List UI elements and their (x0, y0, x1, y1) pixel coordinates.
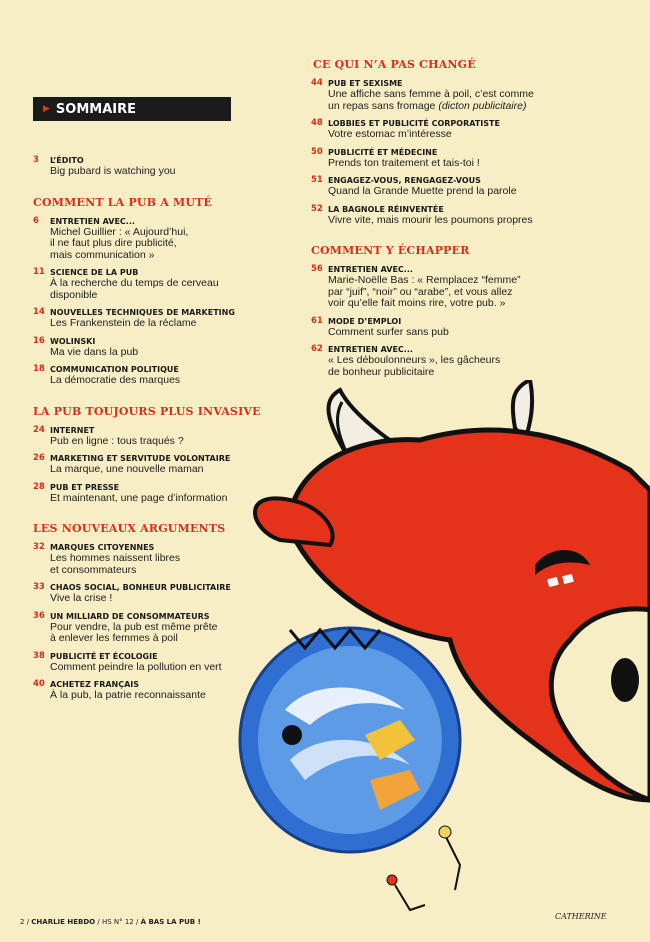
footer-page-number: 2 (20, 918, 25, 926)
entry-title: NOUVELLES TECHNIQUES DE MARKETING (50, 308, 235, 317)
sommaire-header (33, 97, 231, 121)
entry-subtitle: Pub en ligne : tous traqués ? (50, 434, 184, 447)
toc-entry[interactable] (33, 267, 268, 301)
page-number: 51 (311, 175, 323, 185)
page-number: 18 (33, 364, 45, 374)
page-footer: 2 / CHARLIE HEBDO / HS N° 12 / À BAS LA PUB ! (20, 918, 201, 926)
page-number: 36 (33, 610, 45, 621)
section-title: LES NOUVEAUX ARGUMENTS (33, 522, 226, 535)
footer-publication: CHARLIE HEBDO (31, 918, 96, 926)
page-number: 26 (33, 453, 45, 463)
toc-entry[interactable] (311, 316, 561, 339)
toc-section (311, 244, 561, 378)
entry-subtitle: Comment surfer sans pub (328, 325, 449, 338)
triangle-icon: ▶ (43, 104, 50, 114)
entry-title: LOBBIES ET PUBLICITÉ CORPORATISTE (328, 119, 500, 128)
entry-subtitle: Vivre vite, mais mourir les poumons propres (328, 213, 533, 226)
section-title: COMMENT Y ÉCHAPPER (311, 244, 470, 257)
toc-entry[interactable] (311, 264, 561, 310)
entry-subtitle: Marie-Noëlle Bas : « Remplacez “femme” par “juif”, “noir” ou “arabe”, et vous allez voir qu’elle fait moins rire, votre pub. » (328, 274, 521, 309)
entry-title: CHAOS SOCIAL, BONHEUR PUBLICITAIRE (50, 583, 231, 592)
toc-entry[interactable] (311, 204, 561, 227)
entry-title: ENTRETIEN AVEC... (50, 216, 135, 226)
entry-subtitle: La démocratie des marques (50, 374, 181, 386)
toc-entry[interactable] (311, 118, 561, 141)
cow-illustration (230, 380, 650, 920)
toc-entry[interactable] (33, 216, 268, 262)
page-number: 24 (33, 424, 45, 435)
page-number: 14 (33, 307, 45, 317)
page-number: 11 (33, 267, 45, 277)
entry-title: ACHETEZ FRANÇAIS (50, 680, 140, 689)
entry-subtitle: Big pubard is watching you (50, 165, 176, 177)
toc-section (33, 196, 268, 387)
entry-title: MARQUES CITOYENNES (50, 543, 155, 552)
entry-title: UN MILLIARD DE CONSOMMATEURS (50, 611, 210, 621)
page-number: 33 (33, 582, 45, 592)
entry-subtitle: Comment peindre la pollution en vert (50, 660, 222, 673)
entry-title: PUBLICITÉ ET ÉCOLOGIE (50, 651, 158, 661)
right-column (311, 58, 561, 384)
entry-subtitle: Pour vendre, la pub est même prête à enlever les femmes à poil (50, 620, 218, 644)
page-number: 56 (311, 264, 323, 274)
toc-entry[interactable] (33, 307, 268, 330)
page-number: 44 (311, 78, 323, 88)
entry-title: L’ÉDITO (50, 156, 84, 165)
page-number: 32 (33, 542, 45, 552)
toc-entry[interactable] (311, 78, 561, 112)
entry-title: SCIENCE DE LA PUB (50, 268, 139, 277)
entry-subtitle: Michel Guillier : « Aujourd’hui, il ne faut plus dire publicité, mais communication » (50, 225, 189, 261)
entry-subtitle: Quand la Grande Muette prend la parole (328, 185, 517, 197)
entry-title: ENTRETIEN AVEC... (328, 265, 413, 274)
entry-subtitle: Une affiche sans femme à poil, c’est comme un repas sans fromage (dicton publicitaire) (328, 88, 534, 112)
page-number: 48 (311, 118, 323, 128)
page-number: 50 (311, 146, 323, 157)
entry-title: PUBLICITÉ ET MÉDECINE (328, 147, 438, 157)
entry-subtitle: Les Frankenstein de la réclame (50, 317, 197, 329)
entry-subtitle-italic: (dicton publicitaire) (438, 99, 527, 112)
entry-title: ENGAGEZ-VOUS, RENGAGEZ-VOUS (328, 176, 481, 185)
page-number: 16 (33, 335, 45, 346)
entry-title: WOLINSKI (50, 336, 96, 346)
toc-entry[interactable] (311, 344, 561, 378)
toc-entry[interactable] (33, 336, 268, 359)
entry-title: COMMUNICATION POLITIQUE (50, 365, 179, 374)
page-number: 38 (33, 650, 45, 661)
entry-subtitle: Vive la crise ! (50, 592, 113, 604)
section-title: LA PUB TOUJOURS PLUS INVASIVE (33, 404, 261, 418)
toc-section (311, 58, 561, 226)
footer-issue: HS N° 12 (101, 918, 134, 926)
entry-title: MODE D’EMPLOI (328, 316, 402, 326)
entry-subtitle: La marque, une nouvelle maman (50, 463, 204, 475)
entry-title: PUB ET PRESSE (50, 482, 120, 492)
entry-subtitle: À la pub, la patrie reconnaissante (50, 689, 206, 701)
entry-subtitle: Et maintenant, une page d’information (50, 491, 228, 504)
section-title: CE QUI N’A PAS CHANGÉ (313, 58, 476, 71)
page-number: 28 (33, 481, 45, 492)
entry-subtitle: À la recherche du temps de cerveau disponible (50, 277, 219, 301)
entry-title: LA BAGNOLE RÉINVENTÉE (328, 204, 444, 214)
entry-subtitle: Votre estomac m’intéresse (328, 128, 452, 140)
page-number: 3 (33, 155, 39, 165)
page-number: 6 (33, 215, 39, 226)
toc-entry-edito[interactable] (33, 155, 268, 178)
page-number: 61 (311, 315, 323, 326)
section-title: COMMENT LA PUB A MUTÉ (33, 195, 213, 209)
bubble (240, 628, 460, 852)
entry-subtitle: « Les déboulonneurs », les gâcheurs de bonheur publicitaire (328, 354, 501, 378)
toc-entry[interactable] (311, 175, 561, 198)
entry-subtitle: Ma vie dans la pub (50, 345, 139, 358)
page-number: 52 (311, 203, 323, 214)
toc-entry[interactable] (311, 147, 561, 170)
footer-title: À BAS LA PUB ! (140, 918, 201, 926)
entry-subtitle: Les hommes naissent libres et consommateurs (50, 552, 181, 576)
entry-title: MARKETING ET SERVITUDE VOLONTAIRE (50, 454, 231, 463)
entry-title: PUB ET SEXISME (328, 79, 403, 88)
page-number: 40 (33, 679, 45, 689)
entry-title: ENTRETIEN AVEC... (328, 345, 413, 354)
sommaire-label: SOMMAIRE (55, 101, 136, 117)
entry-title: INTERNET (50, 425, 95, 435)
entry-subtitle: Prends ton traitement et tais-toi ! (328, 156, 480, 169)
artist-signature: CATHERINE (555, 912, 607, 921)
page-number: 62 (311, 344, 323, 354)
